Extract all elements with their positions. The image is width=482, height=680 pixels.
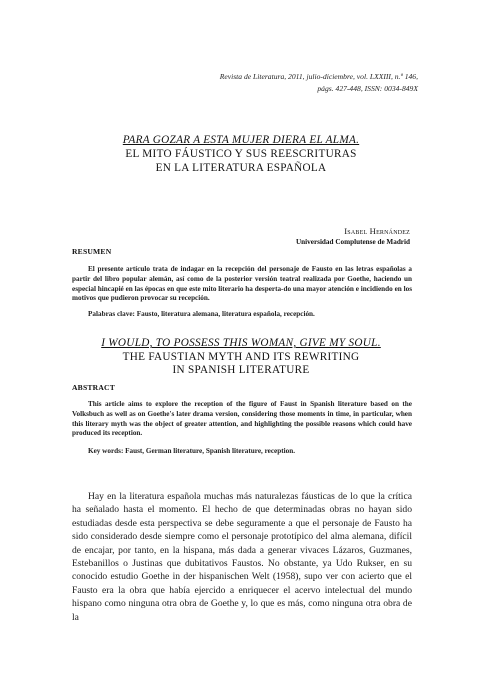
journal-line-1: Revista de Literatura, 2011, julio-diciembre, vol. LXXIII, n.º 146, bbox=[219, 72, 418, 81]
resumen-heading: RESUMEN bbox=[72, 247, 112, 256]
title-en-line-3: IN SPANISH LITERATURE bbox=[172, 364, 310, 376]
journal-citation bbox=[98, 71, 418, 95]
author-name: Isabel Hernández bbox=[344, 226, 410, 236]
resumen-body: El presente artículo trata de indagar en la recepción del personaje de Fausto en las letras españolas a partir del libro popular alemán, así como de la posterior versión teatral realizada por Goethe, haciendo un especial hincapié en las épocas en que este mito literario ha desperta-do una mayor atención e incidiendo en los motivos que pudieron provocar su recepción. bbox=[72, 265, 412, 303]
resumen-text bbox=[72, 265, 412, 304]
abstract-body: This article aims to explore the reception of the figure of Faust in Spanish literature based on the Volksbuch as well as on Goethe's later drama version, considering those moments in time, in particular, when this literary myth was the object of greater attention, and highlighting the possible reasons which could have produced its reception. bbox=[72, 400, 412, 438]
body-paragraph bbox=[72, 490, 412, 624]
abstract-keywords: Key words: Faust, German literature, Spanish literature, reception. bbox=[88, 447, 296, 455]
author-block bbox=[296, 226, 410, 248]
title-en-line-1: I WOULD, TO POSSESS THIS WOMAN, GIVE MY SOUL. bbox=[101, 337, 381, 349]
journal-line-2: págs. 427-448, ISSN: 0034-849X bbox=[317, 84, 418, 93]
abstract-heading: ABSTRACT bbox=[72, 383, 115, 392]
title-es-line-3: EN LA LITERATURA ESPAÑOLA bbox=[155, 162, 327, 174]
abstract-text bbox=[72, 400, 412, 439]
title-es-line-1: PARA GOZAR A ESTA MUJER DIERA EL ALMA. bbox=[122, 134, 360, 146]
article-title-english bbox=[0, 337, 482, 378]
title-en-line-2: THE FAUSTIAN MYTH AND ITS REWRITING bbox=[122, 350, 360, 363]
body-paragraph-text: Hay en la literatura española muchas más naturalezas fáusticas de lo que la crítica ha señalado hasta el momento. El hecho de que determinadas obras no hayan sido estudiadas desde esta perspectiva se debe seguramente a que el personaje de Fausto ha sido considerado desde siempre como el personaje prototípico del alma alemana, difícil de encajar, por tanto, en la hispana, más dada a generar vivaces Lázaros, Guzmanes, Estebanillos o Justinas que dubitativos Faustos. No obstante, ya Udo Rukser, en su conocido estudio Goethe in der hispanischen Welt (1958), supo ver con acierto que el Fausto era la obra que había ejercido a enriquecer el acervo intelectual del mundo hispano como ninguna otra obra de Goethe y, lo que es más, como ninguna otra obra de la bbox=[72, 491, 412, 623]
author-affiliation: Universidad Complutense de Madrid bbox=[295, 238, 410, 246]
article-title-spanish bbox=[0, 133, 482, 175]
resumen-keywords: Palabras clave: Fausto, literatura alemana, literatura española, recepción. bbox=[88, 310, 315, 318]
title-es-line-2: EL MITO FÁUSTICO Y SUS REESCRITURAS bbox=[125, 148, 357, 160]
